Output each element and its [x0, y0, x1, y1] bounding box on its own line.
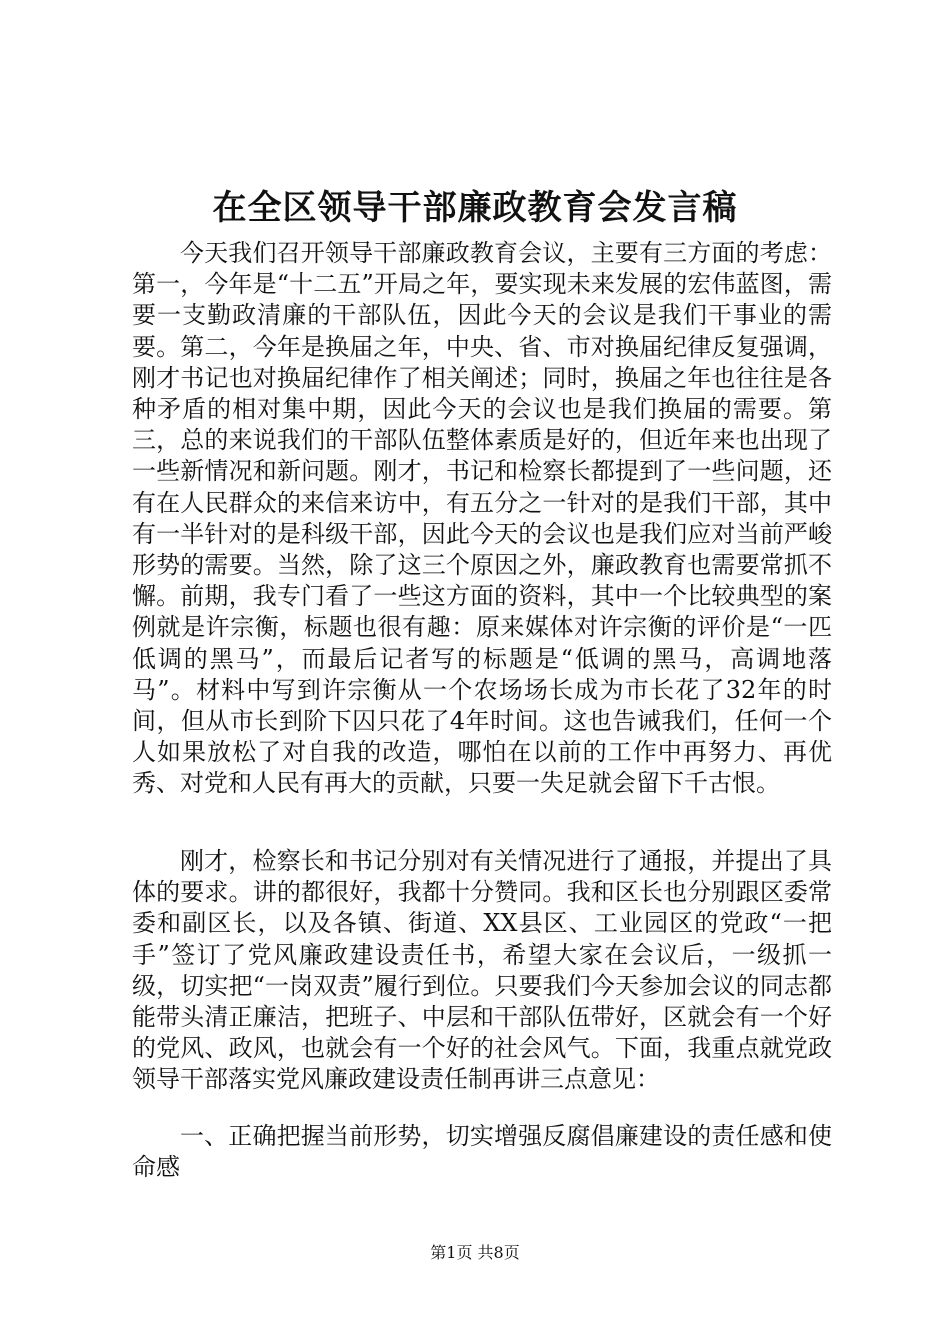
section-heading-one: 一、正确把握当前形势，切实增强反腐倡廉建设的责任感和使命感: [132, 1122, 832, 1182]
paragraph-responsibility: 刚才，检察长和书记分别对有关情况进行了通报，并提出了具体的要求。讲的都很好，我都十分赞同。我和区长也分别跟区委常委和副区长，以及各镇、街道、XX县区、工业园区的党政“一把手”签订了党风廉政建设责任书，希望大家在会议后，一级抓一级，切实把“一岗双责”履行到位。只要我们今天参加会议的同志都能带头清正廉洁，把班子、中层和干部队伍带好，区就会有一个好的党风、政风，也就会有一个好的社会风气。下面，我重点就党政领导干部落实党风廉政建设责任制再讲三点意见：: [132, 847, 832, 1094]
document-title: 在全区领导干部廉政教育会发言稿: [212, 188, 738, 228]
paragraph-considerations: 今天我们召开领导干部廉政教育会议，主要有三方面的考虑：第一，今年是“十二五”开局之年，要实现未来发展的宏伟蓝图，需要一支勤政清廉的干部队伍，因此今天的会议是我们干事业的需要。第二，今年是换届之年，中央、省、市对换届纪律反复强调，刚才书记也对换届纪律作了相关阐述；同时，换届之年也往往是各种矛盾的相对集中期，因此今天的会议也是我们换届的需要。第三，总的来说我们的干部队伍整体素质是好的，但近年来也出现了一些新情况和新问题。刚才，书记和检察长都提到了一些问题，还有在人民群众的来信来访中，有五分之一针对的是我们干部，其中有一半针对的是科级干部，因此今天的会议也是我们应对当前严峻形势的需要。当然，除了这三个原因之外，廉政教育也需要常抓不懈。前期，我专门看了一些这方面的资料，其中一个比较典型的案例就是许宗衡，标题也很有趣：原来媒体对许宗衡的评价是“一匹低调的黑马”，而最后记者写的标题是“低调的黑马，高调地落马”。材料中写到许宗衡从一个农场场长成为市长花了32年的时间，但从市长到阶下囚只花了4年时间。这也告诫我们，任何一个人如果放松了对自我的改造，哪怕在以前的工作中再努力、再优秀、对党和人民有再大的贡献，只要一失足就会留下千古恨。: [132, 239, 832, 798]
page-indicator: 第1页 共8页: [430, 1243, 520, 1262]
